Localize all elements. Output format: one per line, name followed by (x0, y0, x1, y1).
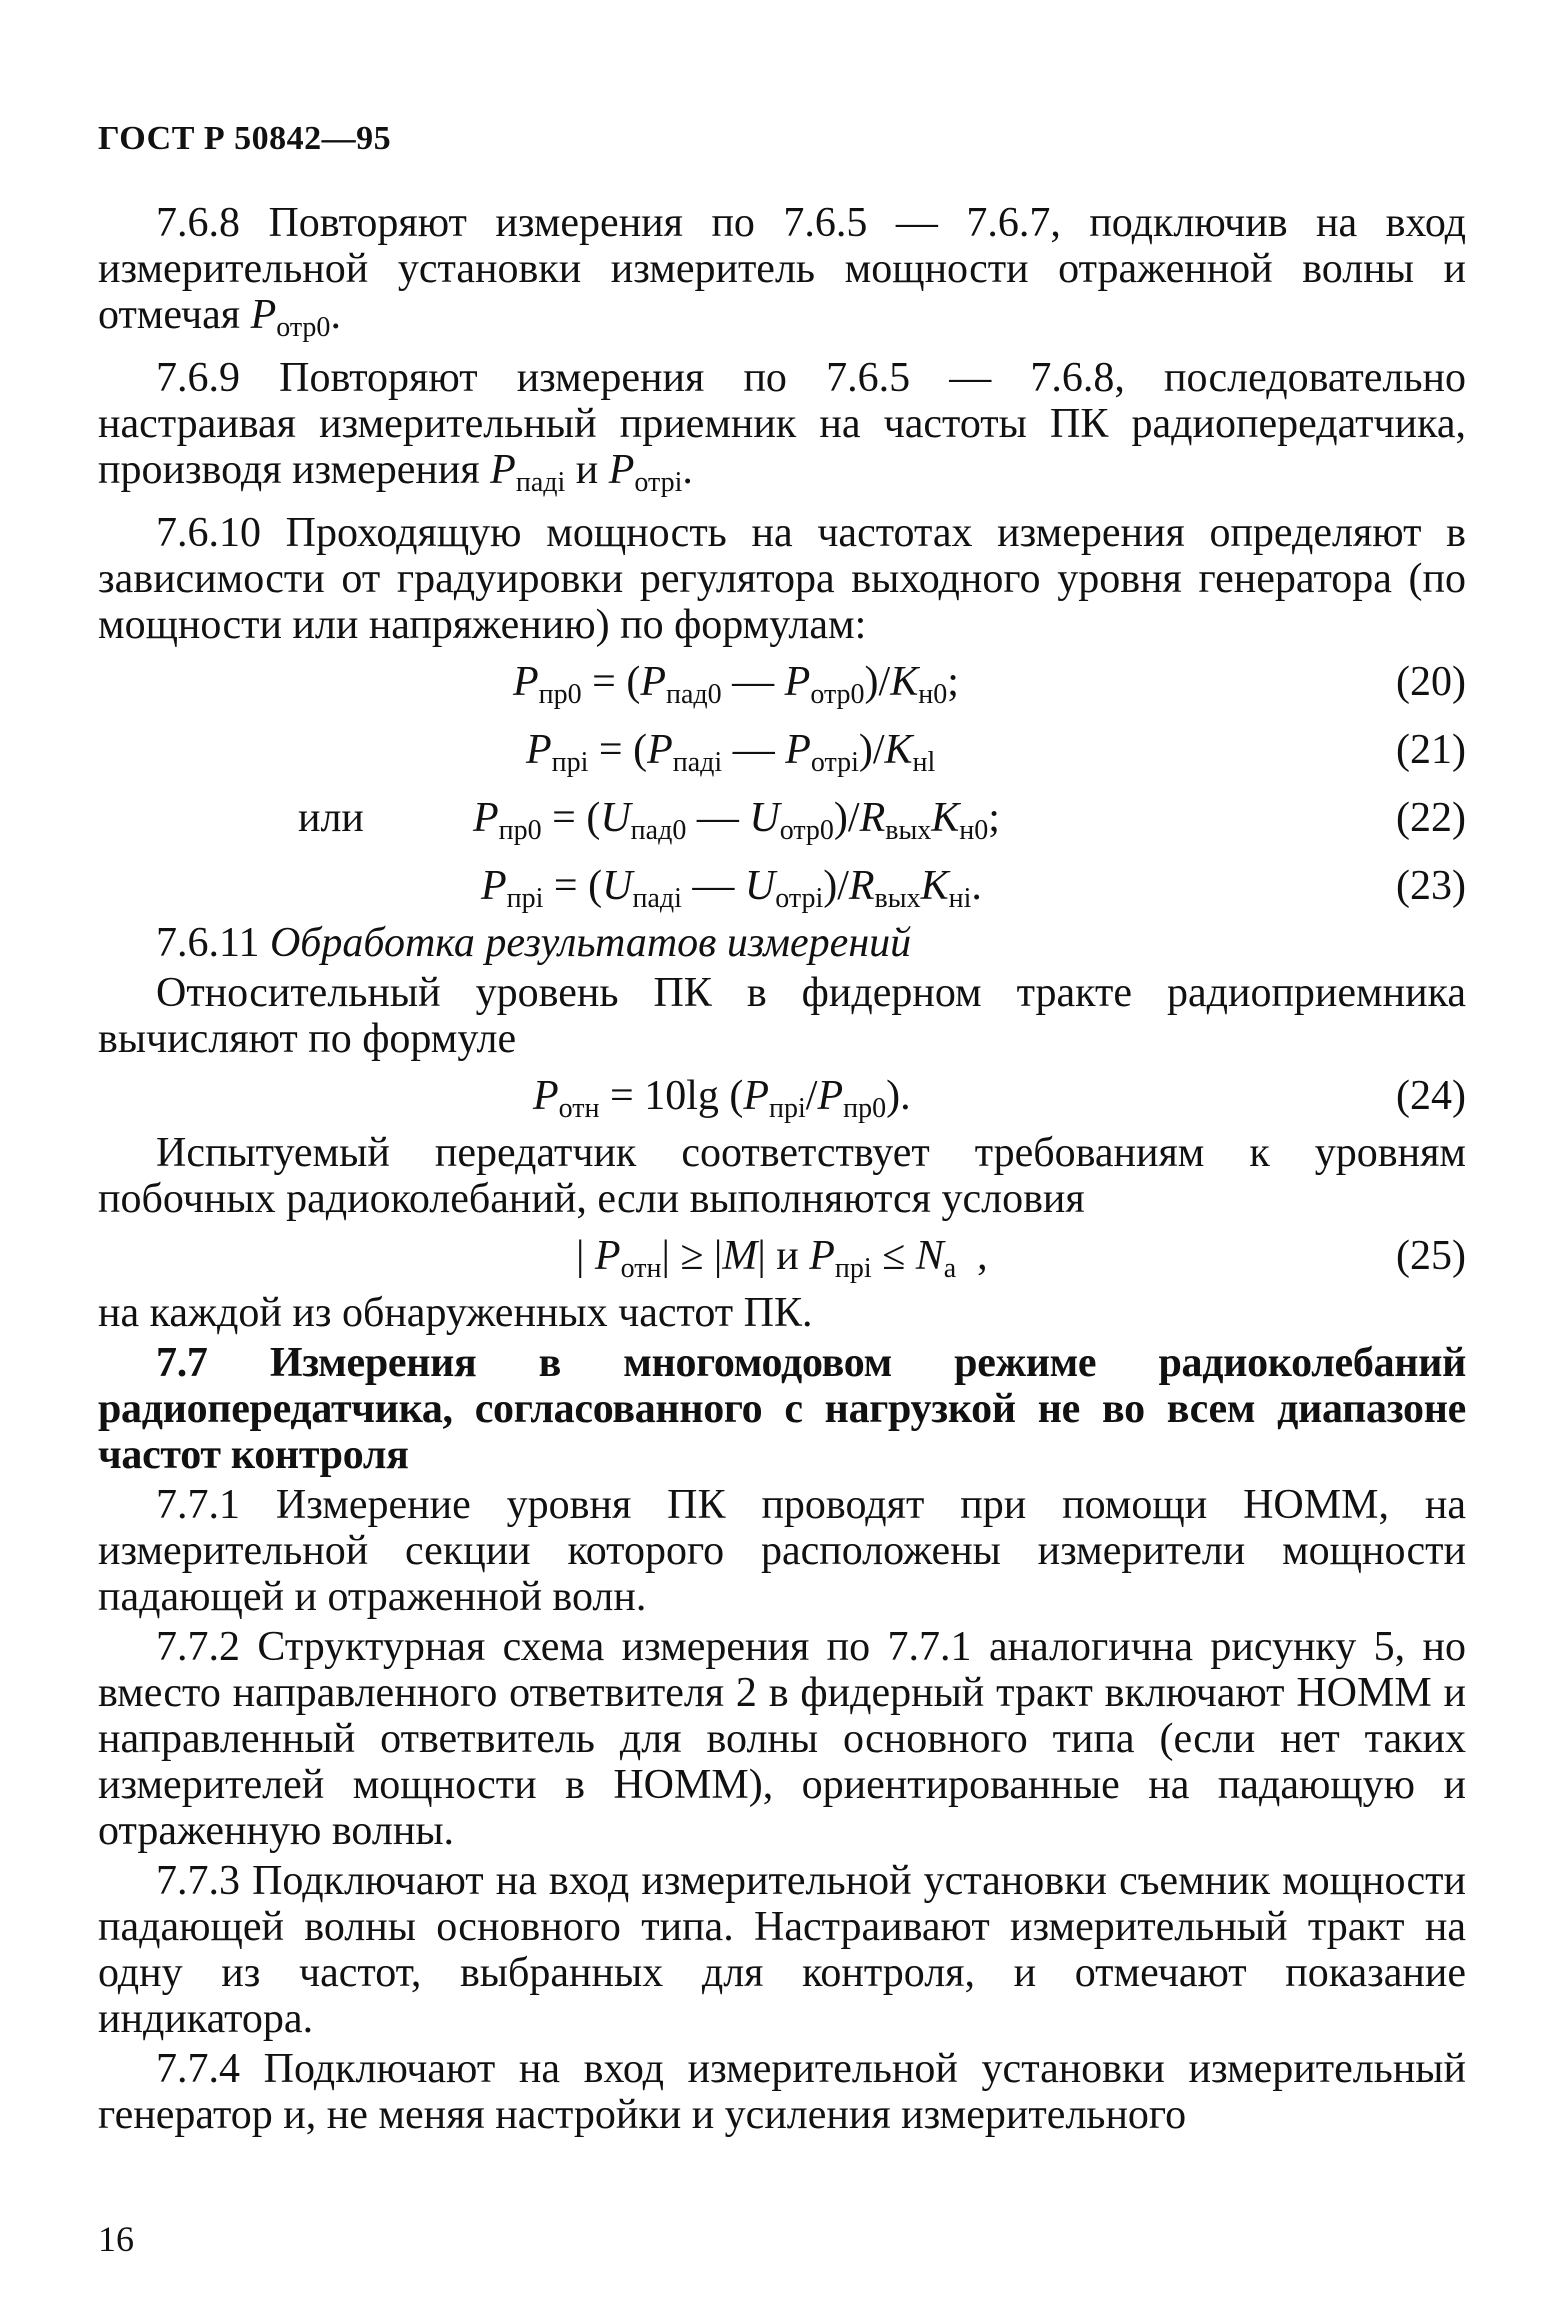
subscript: пр0 (498, 815, 542, 846)
subscript: пад0 (630, 815, 687, 846)
conjunction: и (776, 1233, 799, 1279)
document-header: ГОСТ Р 50842—95 (98, 120, 392, 157)
formula-number: (24) (1396, 1073, 1466, 1119)
subscript: пр0 (538, 679, 582, 710)
subscript: прi (551, 747, 589, 778)
formula-expression: $P_{пр0} = (U_{пад0}$ — $U_{отр0})/R_{вых}K_{н0}$; (473, 795, 1000, 846)
subscript: отр0 (276, 312, 331, 343)
paragraph-text: 7.6.8 Повторяют измерения по 7.6.5 — 7.6.7, подключив на вход измерительной установки измеритель мощности отраженной волны и отмечая (98, 200, 1466, 338)
subscript: прi (506, 883, 544, 914)
symbol-p: P (640, 659, 666, 705)
symbol-k: K (884, 727, 913, 773)
symbol-u: U (749, 795, 780, 841)
symbol-u: U (744, 863, 776, 909)
symbol-u: U (600, 795, 631, 841)
symbol-p: P (473, 795, 499, 841)
paragraph-7-7-1: 7.7.1 Измерение уровня ПК проводят при помощи НОММ, на измерительной секции которого расположены измерители мощности падающей и отраженной волн. (98, 1482, 1466, 1620)
symbol-p: P (533, 1073, 559, 1119)
subscript: отрi (810, 747, 859, 778)
formula-number: (25) (1396, 1233, 1466, 1279)
subscript: нi (948, 883, 972, 914)
subscript: пад0 (665, 679, 722, 710)
symbol-m: M (722, 1233, 758, 1279)
symbol-p: P (481, 863, 507, 909)
formula-expression: $P_{прi} = (U_{падi}$ — $U_{отрi})/R_{вых}K_{нi}$. (481, 863, 982, 914)
page-number: 16 (98, 2219, 134, 2259)
formula-number: (23) (1396, 863, 1466, 909)
symbol-p: P (526, 727, 552, 773)
subscript: а (943, 1253, 957, 1284)
symbol-p: P (743, 1073, 770, 1119)
symbol-n: N (915, 1233, 944, 1279)
paragraph-conditions: Испытуемый передатчик соответствует требованиям к уровням побочных радиоколебаний, если выполняются условия (98, 1130, 1466, 1222)
paragraph-each-frequency: на каждой из обнаруженных частот ПК. (98, 1290, 813, 1336)
symbol-r: R (848, 863, 875, 909)
formula-22 (98, 784, 1466, 852)
paragraph-relative-level: Относительный уровень ПК в фидерном тракте радиоприемника вычисляют по формуле (98, 970, 1466, 1062)
paragraph-7-6-8: 7.6.8 Повторяют измерения по 7.6.5 — 7.6.7, подключив на вход измерительной установки измеритель мощности отраженной волны и отмечая $P_{отр0}$. (98, 200, 1466, 343)
paragraph-7-6-10: 7.6.10 Проходящую мощность на частотах измерения определяют в зависимости от градуировки регулятора выходного уровня генератора (по мощности или напряжению) по формулам: (98, 510, 1466, 648)
subscript: пр0 (843, 1093, 887, 1124)
subscript: падi (632, 883, 682, 914)
symbol-p: P (608, 447, 635, 493)
conjunction: и (575, 447, 599, 493)
subscript: отн (558, 1093, 600, 1124)
symbol-k: K (890, 659, 919, 705)
paragraph-7-7-3: 7.7.3 Подключают на вход измерительной установки съемник мощности падающей волны основного типа. Настраивают измерительный тракт на одну из частот, выбранных для контроля, и отмечают показание индикатора. (98, 1858, 1466, 2042)
formula-number: (20) (1396, 659, 1466, 705)
symbol-p: P (647, 727, 673, 773)
subscript: отн (620, 1253, 662, 1284)
subscript: отрi (775, 883, 824, 914)
formula-expression: $P_{прi} = (P_{падi}$ — $P_{отрi})/K_{нl}$ (526, 727, 936, 778)
paragraph-7-7-4: 7.7.4 Подключают на вход измерительной установки измерительный генератор и, не меняя настройки и усиления измерительного (98, 2046, 1466, 2138)
formula-number: (21) (1396, 727, 1466, 773)
section-number: 7.6.11 (156, 920, 260, 966)
symbol-r: R (859, 795, 886, 841)
subscript: отрi (634, 467, 683, 498)
formula-25 (98, 1222, 1466, 1290)
subscript: прi (834, 1253, 872, 1284)
formula-23 (98, 852, 1466, 920)
paragraph-7-7-2: 7.7.2 Структурная схема измерения по 7.7.1 аналогична рисунку 5, но вместо направленного ответвителя 2 в фидерный тракт включают НОММ и направленный ответвитель для волны основного типа (если нет таких измерителей мощности в НОММ), ориентированные на падающую и отраженную волны. (98, 1624, 1466, 1854)
paragraph-text: 7.6.9 Повторяют измерения по 7.6.5 — 7.6.8, последовательно настраивая измерительный приемник на частоты ПК радиопередатчика, производя измерения (98, 355, 1466, 493)
subscript: падi (515, 467, 566, 498)
subscript: прi (769, 1093, 806, 1124)
subscript: н0 (918, 679, 948, 710)
subscript: вых (874, 883, 921, 914)
subscript: отр0 (779, 815, 834, 846)
formula-21 (98, 716, 1466, 784)
subscript: нl (912, 747, 936, 778)
symbol-k: K (931, 795, 960, 841)
document-body (98, 200, 1466, 2138)
symbol-p: P (785, 727, 811, 773)
subscript: вых (885, 815, 932, 846)
section-title: Обработка результатов измерений (269, 920, 912, 966)
formula-expression: | $P_{отн}| \ge |M|$ и $P_{прi} \le N_а$ , (576, 1233, 988, 1284)
subscript: падi (672, 747, 723, 778)
heading-7-7: 7.7 Измерения в многомодовом режиме радиоколебаний радиопередатчика, согласованного с нагрузкой не во всем диапазоне частот контроля (98, 1340, 1466, 1478)
formula-expression: $P_{пр0} = (P_{пад0}$ — $P_{отр0})/K_{н0}$; (513, 659, 959, 710)
word-or: или (298, 795, 364, 841)
formula-24 (98, 1062, 1466, 1130)
subscript: отр0 (810, 679, 865, 710)
formula-20 (98, 648, 1466, 716)
symbol-u: U (602, 863, 633, 909)
symbol-p: P (817, 1073, 844, 1119)
symbol-p: P (250, 292, 277, 338)
symbol-p: P (490, 447, 516, 493)
formula-expression: $P_{отн} = 10\lg$ $(P_{прi}/P_{пр0})$. (533, 1073, 911, 1124)
symbol-p: P (594, 1233, 621, 1279)
subscript: н0 (959, 815, 989, 846)
symbol-p: P (513, 659, 539, 705)
symbol-p: P (784, 659, 811, 705)
formula-operator: = 10lg ( (610, 1073, 744, 1119)
symbol-k: K (920, 863, 949, 909)
formula-number: (22) (1396, 795, 1466, 841)
paragraph-7-6-9: 7.6.9 Повторяют измерения по 7.6.5 — 7.6.8, последовательно настраивая измерительный приемник на частоты ПК радиопередатчика, производя измерения $P_{падi}$ и $P_{отрi}$. (98, 355, 1466, 498)
symbol-p: P (809, 1233, 835, 1279)
